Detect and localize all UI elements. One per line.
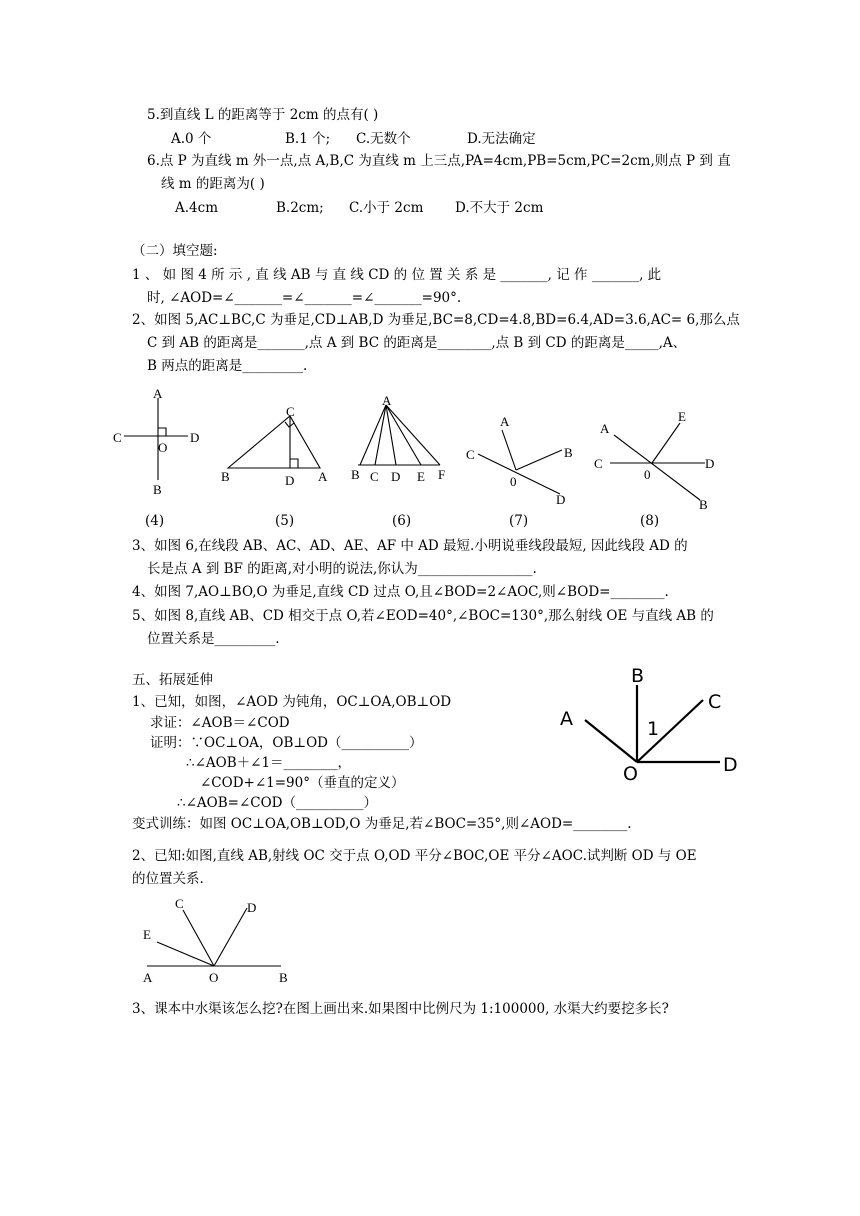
fig4-label-b: B — [153, 482, 162, 497]
big-label-a: A — [560, 708, 573, 730]
fig5-triangle — [228, 416, 320, 468]
q5-option-a: A.0 个 — [171, 131, 212, 147]
caption-fig8: (8) — [640, 513, 660, 529]
fig8-label-e: E — [678, 409, 686, 424]
p2-label-c: C — [175, 896, 184, 911]
big-label-angle-1: 1 — [647, 718, 660, 740]
q6-option-c: C.小于 2cm — [349, 200, 424, 216]
fig7-ray-ob — [516, 450, 562, 470]
big-label-b: B — [631, 665, 645, 687]
ext-p2-line1: 2、已知:如图,直线 AB,射线 OC 交于点 O,OD 平分∠BOC,OE 平分∠AOC.试判断 OD 与 OE — [132, 848, 697, 864]
figure-p2 — [135, 892, 315, 992]
q6-stem-line2: 线 m 的距离为( ) — [161, 176, 265, 192]
fig4-label-o: O — [158, 440, 168, 455]
fig8-label-a: A — [600, 421, 610, 436]
ext-p1-prove: 求证：∠AOB＝∠COD — [150, 715, 290, 731]
fill-q5-line2: 位置关系是_________. — [147, 631, 280, 647]
ext-p2-line2: 的位置关系. — [132, 871, 204, 887]
figure-6 — [348, 395, 458, 490]
fig8-label-d: D — [705, 456, 715, 471]
fig7-ray-oa — [502, 430, 516, 470]
fig6-label-f: F — [438, 467, 446, 482]
fig6-segment-ac — [375, 405, 386, 465]
fig7-label-o: 0 — [510, 474, 517, 489]
figure-7 — [460, 410, 580, 510]
big-label-c: C — [708, 691, 722, 713]
q5-option-b: B.1 个; — [285, 131, 331, 147]
q5-option-d: D.无法确定 — [467, 131, 536, 147]
fill-q4: 4、如图 7,AO⊥BO,O 为垂足,直线 CD 过点 O,且∠BOD=2∠AOC,则∠BOD=________. — [132, 584, 669, 600]
p2-label-o: O — [209, 970, 219, 985]
q6-option-a: A.4cm — [175, 200, 218, 216]
fig6-label-c: C — [370, 469, 379, 484]
p2-ray-oc — [183, 910, 214, 966]
caption-fig5: (5) — [275, 513, 295, 529]
fill-heading: （二）填空题: — [132, 243, 218, 259]
fig8-label-o: 0 — [644, 467, 651, 482]
p2-label-a: A — [143, 970, 153, 985]
fig6-label-b: B — [351, 467, 360, 482]
p2-label-e: E — [143, 927, 151, 942]
p2-label-d: D — [247, 900, 257, 915]
figure-8 — [590, 405, 720, 515]
fig8-line-ab — [614, 435, 700, 500]
q5-stem: 5.到直线 L 的距离等于 2cm 的点有( ) — [147, 107, 379, 123]
ext-p1-step2: ∴∠AOB＋∠1＝________， — [186, 755, 352, 771]
fill-q5-line1: 5、如图 8,直线 AB、CD 相交于点 O,若∠EOD=40°,∠BOC=130°,那么射线 OE 与直线 AB 的 — [132, 608, 714, 624]
fig7-label-a: A — [500, 414, 510, 429]
fig8-label-b: B — [699, 497, 708, 512]
ext-p1-proof: 证明：∵OC⊥OA，OB⊥OD（__________） — [150, 735, 423, 751]
caption-fig6: (6) — [392, 513, 412, 529]
fig7-label-d: D — [556, 492, 566, 507]
fill-q3-line2: 长是点 A 到 BF 的距离,对小明的说法,你认为_________________. — [147, 561, 537, 577]
fill-q3-line1: 3、如图 6,在线段 AB、AC、AD、AE、AF 中 AD 最短.小明说垂线段最短, 因此线段 AD 的 — [132, 538, 688, 554]
figure-4 — [110, 388, 210, 498]
caption-fig7: (7) — [509, 513, 529, 529]
p2-ray-od — [214, 908, 247, 966]
fig7-label-b: B — [564, 445, 573, 460]
q6-option-d: D.不大于 2cm — [455, 200, 544, 216]
fill-q2-line1: 2、如图 5,AC⊥BC,C 为垂足,CD⊥AB,D 为垂足,BC=8,CD=4.8,BD=6.4,AD=3.6,AC= 6,那么点 — [132, 312, 740, 328]
figure-5 — [218, 403, 338, 493]
fig5-label-c: C — [286, 404, 295, 419]
fig8-label-c: C — [594, 456, 603, 471]
fig5-label-a: A — [318, 469, 328, 484]
fig6-label-a: A — [382, 393, 392, 408]
fig5-right-angle-d — [290, 459, 298, 468]
fig5-label-b: B — [221, 469, 230, 484]
fill-q1-line2: 时, ∠AOD=∠_______=∠_______=∠_______=90°. — [147, 290, 462, 306]
caption-fig4: (4) — [145, 513, 165, 529]
q5-option-c: C.无数个 — [356, 131, 411, 147]
ext-variant: 变式训练：如图 OC⊥OA,OB⊥OD,O 为垂足,若∠BOC=35°,则∠AOD=________. — [132, 816, 632, 832]
fill-q2-line3: B 两点的距离是_________. — [147, 358, 308, 374]
q6-stem-line1: 6.点 P 为直线 m 外一点,点 A,B,C 为直线 m 上三点,PA=4cm,PB=5cm,PC=2cm,则点 P 到 直 — [147, 153, 731, 169]
p2-ray-oe — [157, 942, 214, 966]
fig4-label-a: A — [153, 386, 163, 401]
fig4-label-c: C — [113, 430, 122, 445]
big-ray-oa — [585, 720, 637, 762]
ext-p1-step3: ∠COD+∠1=90°（垂直的定义） — [200, 775, 405, 791]
fig8-ray-oe — [652, 423, 680, 463]
p2-label-b: B — [279, 970, 288, 985]
big-label-o: O — [623, 763, 638, 785]
fill-q1-line1: 1 、 如 图 4 所 示 , 直 线 AB 与 直 线 CD 的 位 置 关 系 是 _______, 记 作 _______, 此 — [132, 267, 662, 283]
fig6-label-e: E — [417, 469, 425, 484]
fig6-label-d: D — [391, 469, 401, 484]
big-label-d: D — [723, 754, 738, 776]
ext-p1-step4: ∴∠AOB=∠COD（__________） — [177, 795, 377, 811]
ext-heading: 五、拓展延伸 — [132, 672, 213, 688]
fig6-segment-ab — [360, 405, 386, 465]
fill-q2-line2: C 到 AB 的距离是_______,点 A 到 BC 的距离是________,点 B 到 CD 的距离是_____,A、 — [147, 335, 687, 351]
ext-p1-given: 1、已知，如图，∠AOD 为钝角，OC⊥OA,OB⊥OD — [132, 694, 452, 710]
ext-p3: 3、课本中水渠该怎么挖?在图上画出来.如果图中比例尺为 1:100000, 水渠大约要挖多长? — [132, 1001, 669, 1017]
q6-option-b: B.2cm; — [276, 200, 324, 216]
fig4-right-angle-mark — [158, 428, 166, 436]
figure-proof — [555, 665, 745, 785]
fig7-line-cd — [478, 454, 560, 494]
fig4-label-d: D — [190, 430, 200, 445]
fig7-label-c: C — [466, 447, 475, 462]
fig5-label-d: D — [285, 473, 295, 488]
